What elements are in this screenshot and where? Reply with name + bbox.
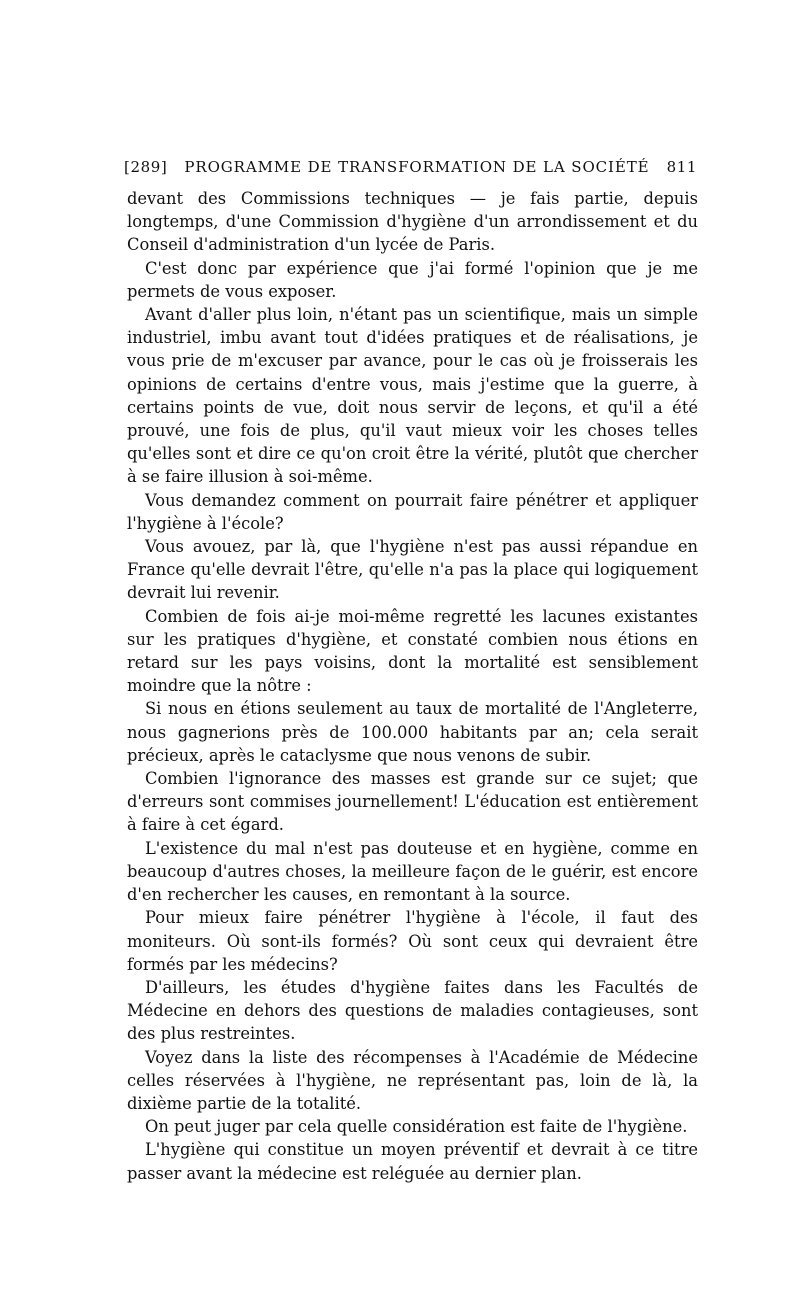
paragraph: D'ailleurs, les études d'hygiène faites dans les Facultés de Médecine en dehors des questions de maladies contagieuses, sont des plus restreintes. xyxy=(127,977,698,1044)
running-title: PROGRAMME DE TRANSFORMATION DE LA SOCIÉTÉ xyxy=(184,158,650,176)
paragraph: devant des Commissions techniques — je fais partie, depuis longtemps, d'une Commission d'hygiène d'un arrondissement et du Conseil d'administration d'un lycée de Paris. xyxy=(127,189,698,255)
body-text xyxy=(127,187,698,1185)
page-number: 811 xyxy=(666,158,697,176)
paragraph: Si nous en étions seulement au taux de mortalité de l'Angleterre, nous gagnerions près de 100.000 habitants par an; cela serait précieux, après le cataclysme que nous venons de subir. xyxy=(127,699,698,765)
paragraph: Pour mieux faire pénétrer l'hygiène à l'école, il faut des moniteurs. Où sont-ils formés? Où sont ceux qui devraient être formés par les médecins? xyxy=(127,908,698,974)
paragraph: Combien l'ignorance des masses est grande sur ce sujet; que d'erreurs sont commises journellement! L'éducation est entièrement à faire à cet égard. xyxy=(127,769,698,835)
section-number: [289] xyxy=(124,158,168,176)
paragraph: L'hygiène qui constitue un moyen préventif et devrait à ce titre passer avant la médecine est reléguée au dernier plan. xyxy=(127,1140,698,1183)
paragraph: Voyez dans la liste des récompenses à l'Académie de Médecine celles réservées à l'hygiène, ne représentant pas, loin de là, la dixième partie de la totalité. xyxy=(127,1047,698,1113)
paragraph: Combien de fois ai-je moi-même regretté les lacunes existantes sur les pratiques d'hygiène, et constaté combien nous étions en retard sur les pays voisins, dont la mortalité est sensiblement moindre que la nôtre : xyxy=(127,606,698,696)
paragraph: Vous avouez, par là, que l'hygiène n'est pas aussi répandue en France qu'elle devrait l'être, qu'elle n'a pas la place qui logiquement devrait lui revenir. xyxy=(127,537,698,603)
paragraph: Vous demandez comment on pourrait faire pénétrer et appliquer l'hygiène à l'école? xyxy=(127,490,698,533)
paragraph: On peut juger par cela quelle considération est faite de l'hygiène. xyxy=(145,1117,688,1137)
paragraph: C'est donc par expérience que j'ai formé l'opinion que je me permets de vous exposer. xyxy=(127,258,698,301)
paragraph: L'existence du mal n'est pas douteuse et en hygiène, comme en beaucoup d'autres choses, la meilleure façon de le guérir, est encore d'en rechercher les causes, en remontant à la source. xyxy=(127,838,698,905)
paragraph: Avant d'aller plus loin, n'étant pas un scientifique, mais un simple industriel, imbu avant tout d'idées pratiques et de réalisations, je vous prie de m'excuser par avance, pour le cas où je froisserais les opinions de certains d'entre vous, mais j'estime que la guerre, à certains points de vue, doit nous servir de leçons, et qu'il a été prouvé, une fois de plus, qu'il vaut mieux voir les choses telles qu'elles sont et dire ce qu'on croit être la vérité, plutôt que chercher à se faire illusion à soi-même. xyxy=(127,305,698,487)
running-header xyxy=(124,158,697,182)
